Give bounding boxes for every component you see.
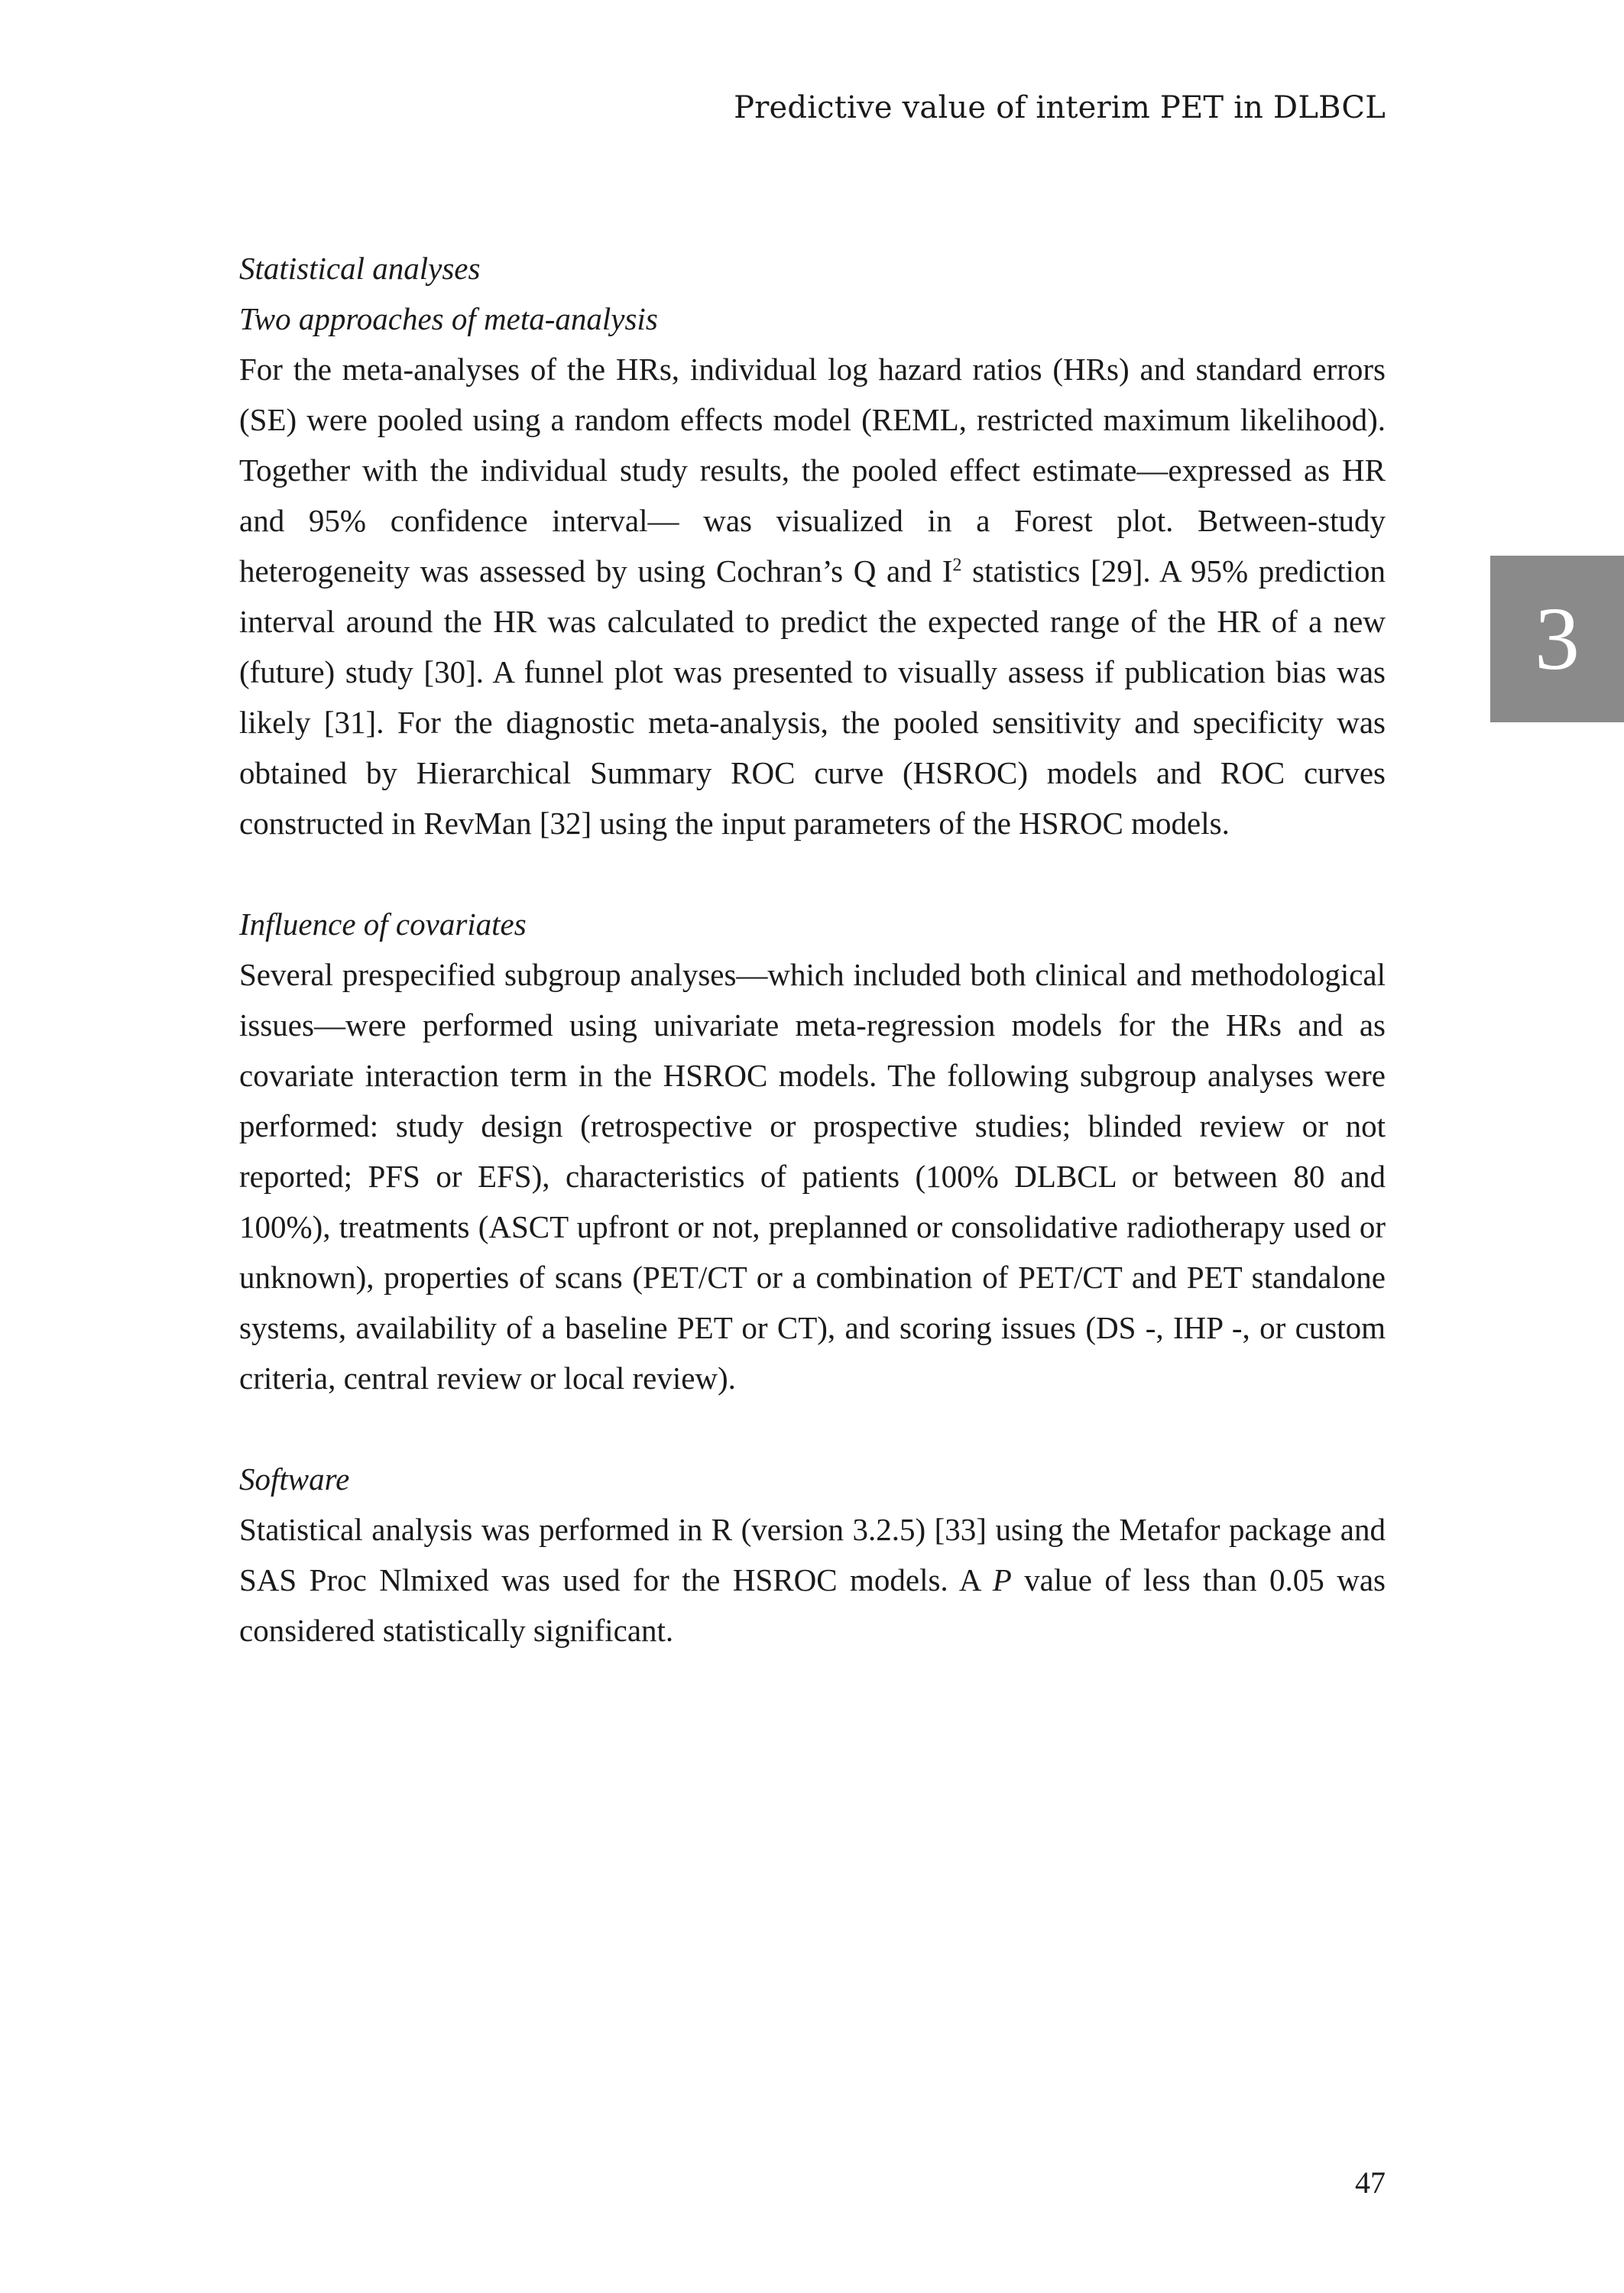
paragraph-text: value of less than 0.05 was considered statistically significant. <box>239 1562 1386 1648</box>
paragraph-text: statistics [29]. A 95% prediction interval around the HR was calculated to predict the expected range of the HR of a new (future) study [30]. A funnel plot was presented to visually assess if publication bias was likely [31]. For the diagnostic meta-analysis, the pooled sensitivity and specificity was obtained by Hierarchical Summary ROC curve (HSROC) models and ROC curves constructed in RevMan [32] using the input parameters of the HSROC models. <box>239 553 1386 841</box>
chapter-number: 3 <box>1535 589 1580 689</box>
page-number: 47 <box>1355 2165 1386 2200</box>
paragraph-two-approaches <box>239 344 1386 848</box>
paragraph-text: For the meta-analyses of the HRs, individual log hazard ratios (HRs) and standard errors (SE) were pooled using a random effects model (REML, restricted maximum likelihood). Together with the individual study results, the pooled effect estimate—expressed as HR and 95% confidence interval— was visualized in a Forest plot. Between-study heterogeneity was assessed by using Cochran’s Q and I <box>239 352 1386 589</box>
paragraph-text: Statistical analysis was performed in R (version 3.2.5) [33] using the Metafor package and SAS Proc Nlmixed was used for the HSROC models. A <box>239 1512 1386 1597</box>
subsection-heading-software: Software <box>239 1461 350 1497</box>
subsection-heading-covariates: Influence of covariates <box>239 906 527 942</box>
chapter-tab <box>1490 556 1624 722</box>
superscript: 2 <box>952 555 962 576</box>
paragraph-software <box>239 1504 1386 1656</box>
running-header: Predictive value of interim PET in DLBCL <box>734 90 1386 125</box>
subsection-heading-two-approaches: Two approaches of meta-analysis <box>239 301 658 336</box>
section-heading-statistical-analyses: Statistical analyses <box>239 251 481 286</box>
paragraph-covariates: Several prespecified subgroup analyses—which included both clinical and methodological issues—were performed using univariate meta-regression models for the HRs and as covariate interaction term in the HSROC models. The following subgroup analyses were performed: study design (retrospective or prospective studies; blinded review or not reported; PFS or EFS), characteristics of patients (100% DLBCL or between 80 and 100%), treatments (ASCT upfront or not, preplanned or consolidative radiotherapy used or unknown), properties of scans (PET/CT or a combination of PET/CT and PET standalone systems, availability of a baseline PET or CT), and scoring issues (DS -, IHP -, or custom criteria, central review or local review). <box>239 957 1386 1396</box>
page-body <box>239 243 1386 1656</box>
italic-p: P <box>992 1562 1012 1597</box>
